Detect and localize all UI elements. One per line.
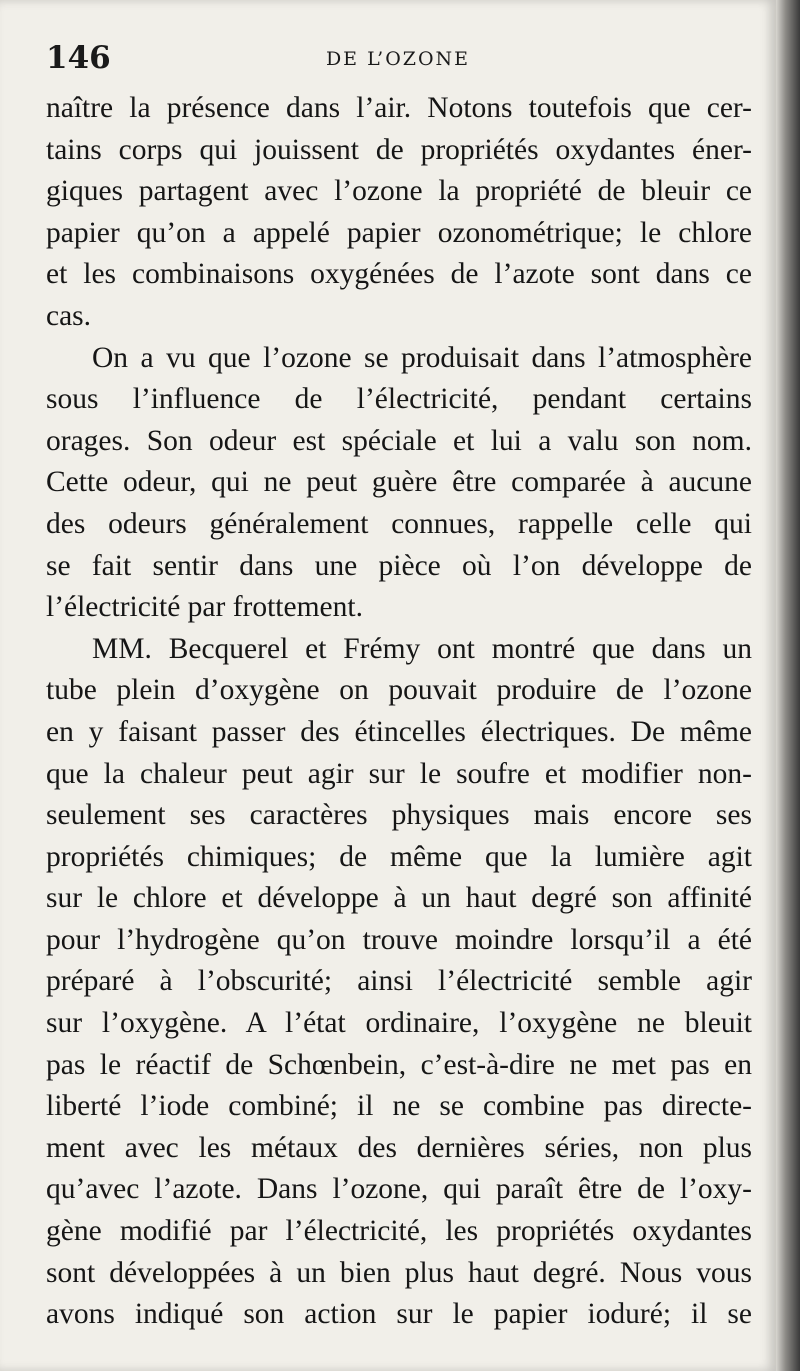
text-line: en y faisant passer des étincelles électriques. De même [46,715,752,748]
body-text [46,88,752,1336]
text-line: naître la présence dans l’air. Notons toutefois que cer- [46,92,752,124]
text-line: liberté l’iode combiné; il ne se combine pas directe- [46,1090,752,1123]
text-line: gène modifié par l’électricité, les propriétés oxydantes [46,1215,752,1248]
text-line: orages. Son odeur est spéciale et lui a valu son nom. [46,424,752,457]
running-head: DE L’OZONE [325,48,471,70]
text-line: pas le réactif de Schœnbein, c’est-à-dire ne met pas en [46,1048,752,1081]
text-line: MM. Becquerel et Frémy ont montré que dans un [92,632,752,665]
text-line: que la chaleur peut agir sur le soufre et modifier non- [46,757,752,790]
text-line: tains corps qui jouissent de propriétés oxydantes éner- [46,133,752,166]
text-line: Cette odeur, qui ne peut guère être comparée à aucune [46,466,752,499]
text-line: ment avec les métaux des dernières séries, non plus [46,1131,752,1164]
text-line: seulement ses caractères physiques mais encore ses [46,799,752,832]
text-line: qu’avec l’azote. Dans l’ozone, qui paraît être de l’oxy- [46,1173,752,1206]
text-line: tube plein d’oxygène on pouvait produire de l’ozone [46,674,752,707]
text-line: On a vu que l’ozone se produisait dans l’atmosphère [92,341,752,374]
text-line: sous l’influence de l’électricité, pendant certains [46,383,752,416]
text-line: des odeurs généralement connues, rappelle celle qui [46,507,752,540]
text-line: et les combinaisons oxygénées de l’azote sont dans ce [46,258,752,291]
text-line: sur l’oxygène. A l’état ordinaire, l’oxygène ne bleuit [46,1007,752,1040]
text-line: préparé à l’obscurité; ainsi l’électricité semble agir [46,965,752,998]
page-edge-shadow [776,0,800,1371]
text-line: cas. [46,299,92,332]
text-line: l’électricité par frottement. [46,591,363,624]
text-line: sur le chlore et développe à un haut degré son affinité [46,882,752,915]
text-line: propriétés chimiques; de même que la lumière agit [46,840,752,873]
text-line: sont développées à un bien plus haut degré. Nous vous [46,1256,752,1289]
page-number: 146 [46,40,111,76]
text-line: papier qu’on a appelé papier ozonométrique; le chlore [46,216,752,249]
text-line: giques partagent avec l’ozone la propriété de bleuir ce [46,175,752,208]
page-header [46,40,750,84]
text-line: avons indiqué son action sur le papier ioduré; il se [46,1298,752,1331]
text-line: se fait sentir dans une pièce où l’on développe de [46,549,752,582]
text-line: pour l’hydrogène qu’on trouve moindre lorsqu’il a été [46,923,752,956]
